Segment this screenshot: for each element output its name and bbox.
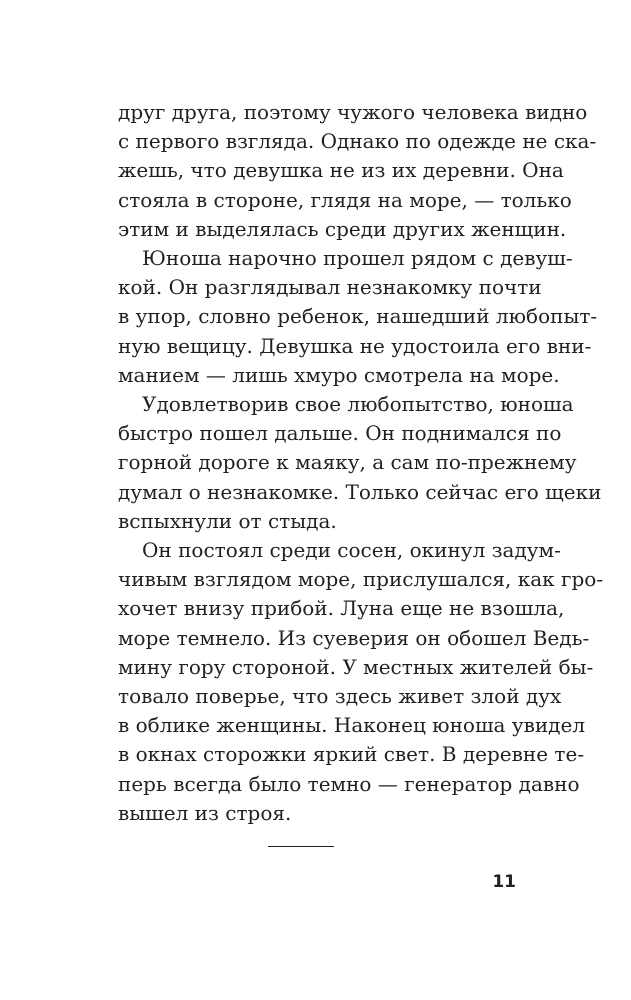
text-line: друг друга, поэтому чужого человека видно	[118, 100, 588, 124]
text-line: с первого взгляда. Однако по одежде не ска-	[118, 129, 597, 154]
text-line: жешь, что девушка не из их деревни. Она	[118, 158, 564, 183]
text-line: стояла в стороне, глядя на море, — только	[118, 187, 572, 212]
section-divider	[268, 846, 334, 847]
text-line: море темнело. Из суеверия он обошел Ведь-	[118, 625, 590, 650]
text-line: чивым взглядом море, прислушался, как гро-	[118, 567, 604, 592]
text-line: вышел из строя.	[118, 800, 292, 825]
text-line: горной дороге к маяку, а сам по-прежнему	[118, 450, 577, 475]
text-line: в упор, словно ребенок, нашедший любопыт-	[118, 304, 598, 329]
text-line: перь всегда было темно — генератор давно	[118, 771, 580, 796]
text-line: в окнах сторожки яркий свет. В деревне те-	[118, 742, 585, 767]
text-line: Удовлетворив свое любопытство, юноша	[142, 392, 574, 416]
text-line: в облике женщины. Наконец юноша увидел	[118, 713, 586, 738]
text-line: ную вещицу. Девушка не удостоила его вни-	[118, 333, 592, 358]
text-line: манием — лишь хмуро смотрела на море.	[118, 362, 560, 387]
text-line: быстро пошел дальше. Он поднимался по	[118, 421, 562, 446]
text-line: хочет внизу прибой. Луна еще не взошла,	[118, 596, 565, 621]
text-line: Юноша нарочно прошел рядом с девуш-	[142, 246, 573, 270]
text-line: вспыхнули от стыда.	[118, 508, 337, 533]
text-line: думал о незнакомке. Только сейчас его щеки	[118, 479, 602, 504]
text-line: кой. Он разглядывал незнакомку почти	[118, 275, 542, 300]
page-number: 11	[492, 872, 516, 892]
text-line: этим и выделялась среди других женщин.	[118, 216, 567, 241]
text-line: мину гору стороной. У местных жителей бы-	[118, 654, 594, 679]
text-line: Он постоял среди сосен, окинул задум-	[142, 538, 561, 562]
text-line: товало поверье, что здесь живет злой дух	[118, 684, 562, 708]
